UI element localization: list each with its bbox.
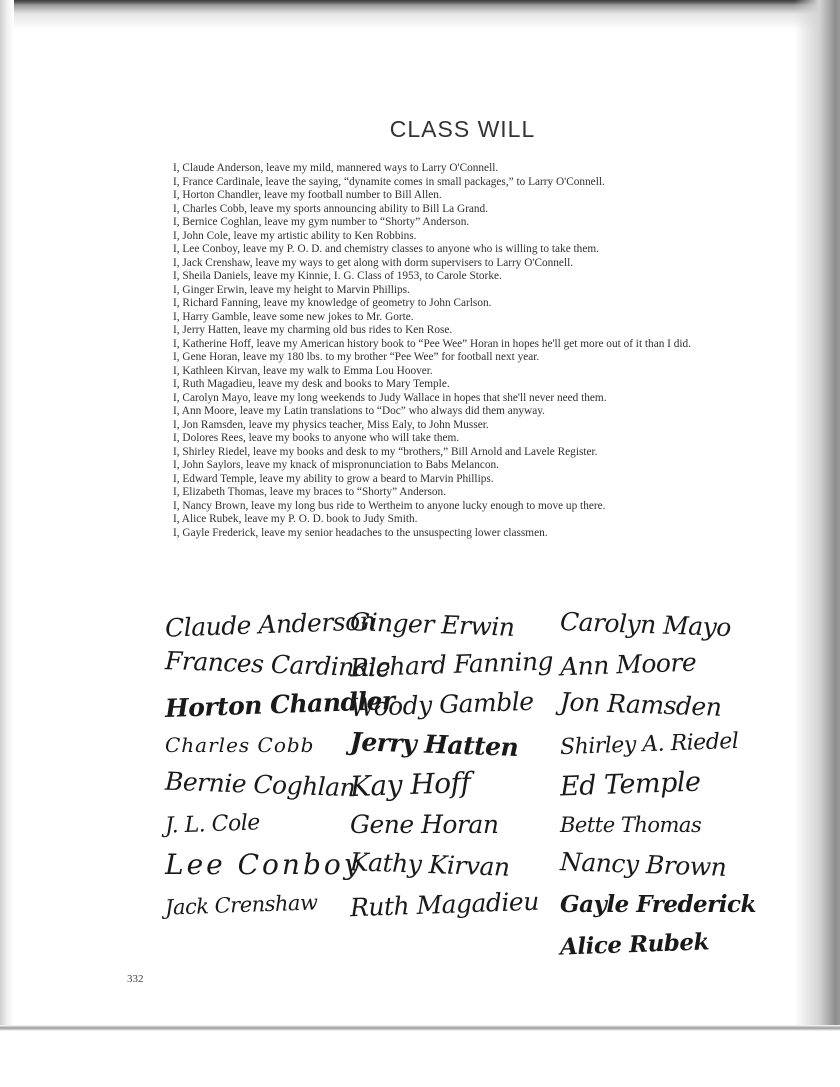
signature: Ginger Erwin	[349, 607, 515, 642]
will-entry: I, Ruth Magadieu, leave my desk and books to Mary Temple.	[173, 378, 450, 390]
signature-block	[160, 605, 780, 965]
signature: Gene Horan	[350, 810, 499, 839]
signature-column-3	[560, 605, 770, 965]
page-top-edge	[0, 0, 840, 30]
signature: Jon Ramsden	[559, 687, 722, 722]
will-entry: I, Charles Cobb, leave my sports announcing ability to Bill La Grand.	[173, 202, 488, 215]
will-entry: I, Claude Anderson, leave my mild, mannered ways to Larry O'Connell.	[173, 162, 499, 174]
will-entry: I, John Cole, leave my artistic ability to Ken Robbins.	[173, 229, 417, 242]
will-entry: I, Edward Temple, leave my ability to grow a beard to Marvin Phillips.	[173, 472, 494, 485]
signature: Kay Hoff	[349, 765, 471, 804]
page-bottom-edge	[0, 1025, 840, 1087]
signature-column-2	[350, 605, 560, 925]
signature: Richard Fanning	[349, 646, 554, 683]
will-entry: I, Elizabeth Thomas, leave my braces to “Shorty” Anderson.	[173, 486, 447, 498]
will-entry: I, Kathleen Kirvan, leave my walk to Emma Lou Hoover.	[173, 364, 433, 377]
class-will-list	[173, 162, 758, 540]
signature: Ed Temple	[559, 766, 701, 803]
signature: Ann Moore	[559, 647, 697, 682]
signature: Ruth Magadieu	[349, 886, 540, 923]
will-entry: I, Horton Chandler, leave my football number to Bill Allen.	[173, 189, 442, 201]
will-entry: I, France Cardinale, leave the saying, “dynamite comes in small packages,” to Larry O'Connell.	[173, 175, 605, 188]
will-entry: I, Dolores Rees, leave my books to anyone who will take them.	[173, 432, 460, 444]
signature: Nancy Brown	[559, 847, 727, 882]
will-entry: I, Nancy Brown, leave my long bus ride to Wertheim to anyone lucky enough to move up there.	[173, 499, 606, 512]
signature: Jerry Hatten	[349, 727, 519, 762]
will-entry: I, Ginger Erwin, leave my height to Marvin Phillips.	[173, 283, 410, 296]
will-entry: I, Jon Ramsden, leave my physics teacher, Miss Ealy, to John Musser.	[173, 418, 489, 431]
signature: Frances Cardinale	[164, 646, 391, 683]
book-spine-shadow	[794, 0, 840, 1087]
will-entry: I, Katherine Hoff, leave my American history book to “Pee Wee” Horan in hopes he'll get more out of it than I did.	[173, 337, 692, 350]
signature: Claude Anderson	[164, 606, 376, 643]
will-entry: I, Bernice Coghlan, leave my gym number to “Shorty” Anderson.	[173, 216, 470, 228]
will-entry: I, Gayle Frederick, leave my senior headaches to the unsuspecting lower classmen.	[173, 526, 548, 539]
will-entry: I, Shirley Riedel, leave my books and desk to my “brothers,” Bill Arnold and Lavele Register.	[173, 445, 598, 458]
signature: Charles Cobb	[165, 733, 315, 757]
signature: Gayle Frederick	[560, 891, 756, 918]
will-entry: I, Lee Conboy, leave my P. O. D. and chemistry classes to anyone who is willing to take them.	[173, 243, 599, 255]
page-number: 332	[127, 973, 144, 985]
will-entry: I, Ann Moore, leave my Latin translations to “Doc” who always did them anyway.	[173, 405, 545, 417]
signature: Carolyn Mayo	[559, 607, 732, 642]
page-title: CLASS WILL	[389, 116, 536, 142]
signature: Kathy Kirvan	[349, 847, 511, 882]
signature: J. L. Cole	[164, 810, 261, 839]
will-entry: I, Carolyn Mayo, leave my long weekends to Judy Wallace in hopes that she'll never need them.	[173, 391, 607, 404]
will-entry: I, Gene Horan, leave my 180 lbs. to my brother “Pee Wee” for football next year.	[173, 351, 540, 363]
will-entry: I, Jack Crenshaw, leave my ways to get along with dorm supervisers to Larry O'Connell.	[173, 256, 574, 269]
signature: Woody Gamble	[349, 686, 534, 723]
signature: Bette Thomas	[560, 813, 702, 837]
will-entry: I, John Saylors, leave my knack of mispronunciation to Babs Melancon.	[173, 459, 499, 471]
signature: Shirley A. Riedel	[559, 728, 739, 761]
signature: Alice Rubek	[559, 928, 710, 961]
signature-column-1	[164, 605, 395, 925]
will-entry: I, Richard Fanning, leave my knowledge of geometry to John Carlson.	[173, 297, 492, 309]
signature: Bernie Coghlan	[164, 766, 356, 803]
page-left-edge	[0, 0, 14, 1087]
signature: Lee Conboy	[165, 848, 363, 881]
will-entry: I, Alice Rubek, leave my P. O. D. book to Judy Smith.	[173, 513, 418, 525]
signature: Horton Chandler	[164, 686, 395, 723]
will-entry: I, Jerry Hatten, leave my charming old bus rides to Ken Rose.	[173, 324, 453, 336]
will-entry: I, Sheila Daniels, leave my Kinnie, I. G. Class of 1953, to Carole Storke.	[173, 270, 502, 282]
will-entry: I, Harry Gamble, leave some new jokes to Mr. Gorte.	[173, 310, 414, 323]
signature: Jack Crenshaw	[164, 890, 318, 920]
